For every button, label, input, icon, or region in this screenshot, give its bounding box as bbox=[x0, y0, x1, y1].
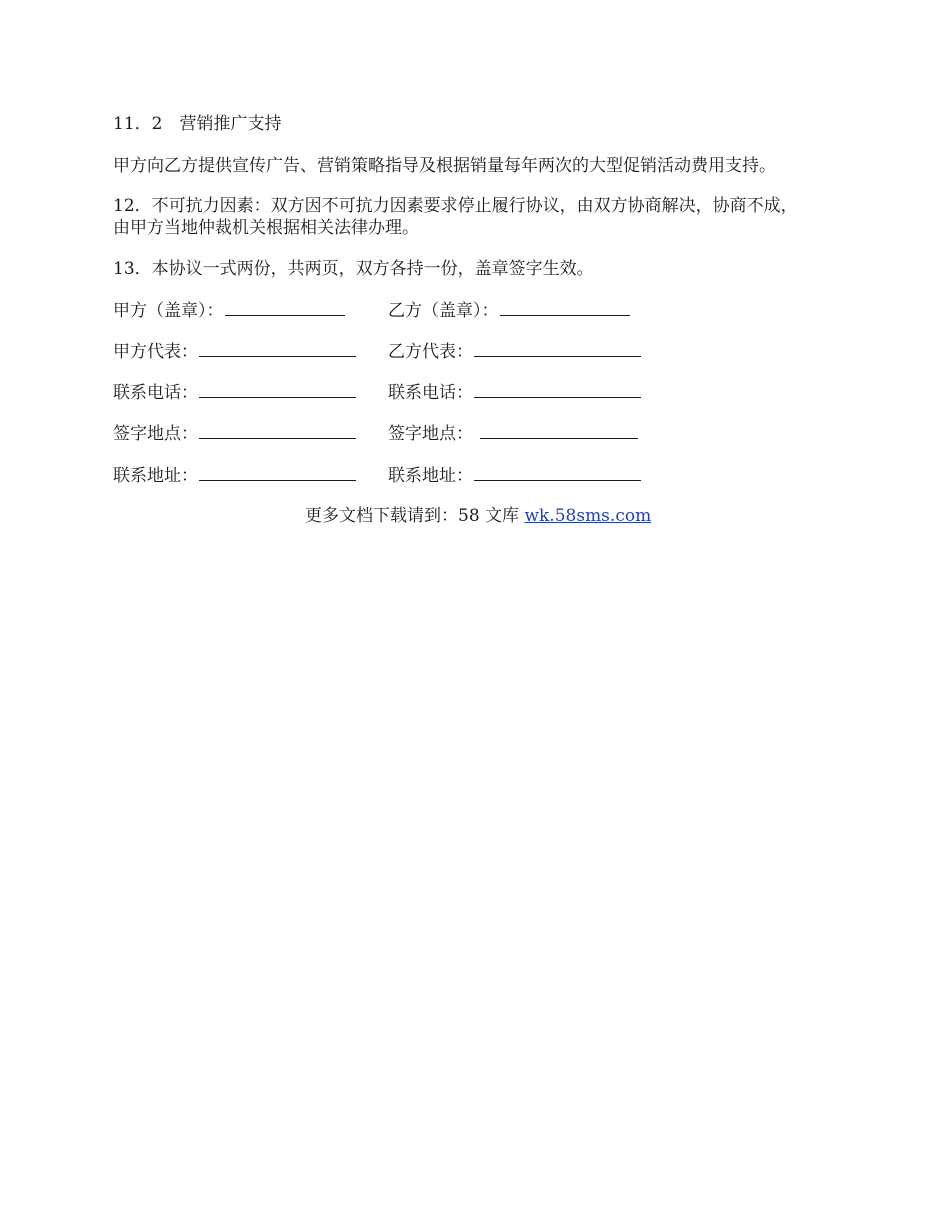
party-b-representative-label: 乙方代表： bbox=[388, 342, 473, 362]
party-a-place-blank bbox=[199, 422, 356, 439]
signature-row-phone bbox=[113, 381, 653, 403]
party-a-seal-blank bbox=[225, 299, 345, 316]
party-a-representative-label: 甲方代表： bbox=[113, 342, 198, 362]
party-b-seal-label: 乙方（盖章）： bbox=[388, 301, 499, 321]
party-b-representative-blank bbox=[474, 340, 641, 357]
party-a-seal-label: 甲方（盖章）： bbox=[113, 301, 224, 321]
signature-row-seal bbox=[113, 299, 653, 321]
party-b-address-label: 联系地址： bbox=[388, 466, 473, 486]
footer-text: 更多文档下载请到：58 文库 bbox=[305, 506, 525, 526]
party-b-seal-blank bbox=[500, 299, 630, 316]
clause-13: 13．本协议一式两份，共两页，双方各持一份，盖章签字生效。 bbox=[113, 259, 594, 279]
party-a-phone-label: 联系电话： bbox=[113, 383, 198, 403]
party-b-place-blank bbox=[480, 422, 638, 439]
party-b-place-label: 签字地点： bbox=[388, 424, 473, 444]
party-a-address-blank bbox=[199, 464, 356, 481]
party-b-phone-label: 联系电话： bbox=[388, 383, 473, 403]
download-footer bbox=[305, 505, 651, 527]
party-b-address-blank bbox=[474, 464, 641, 481]
party-a-address-label: 联系地址： bbox=[113, 466, 198, 486]
signature-row-address bbox=[113, 464, 653, 486]
party-a-place-label: 签字地点： bbox=[113, 424, 198, 444]
footer-link[interactable]: wk.58sms.com bbox=[524, 506, 652, 526]
party-a-phone-blank bbox=[199, 381, 356, 398]
clause-11-2-body: 甲方向乙方提供宣传广告、营销策略指导及根据销量每年两次的大型促销活动费用支持。 bbox=[113, 156, 776, 176]
signature-row-representative bbox=[113, 340, 653, 362]
signature-row-place bbox=[113, 422, 653, 444]
clause-12-line-1: 12．不可抗力因素：双方因不可抗力因素要求停止履行协议，由双方协商解决，协商不成， bbox=[113, 196, 798, 216]
party-a-representative-blank bbox=[199, 340, 356, 357]
party-b-phone-blank bbox=[474, 381, 641, 398]
clause-11-2-heading: 11．2 营销推广支持 bbox=[113, 114, 282, 134]
clause-12-line-2: 由甲方当地仲裁机关根据相关法律办理。 bbox=[113, 218, 419, 238]
